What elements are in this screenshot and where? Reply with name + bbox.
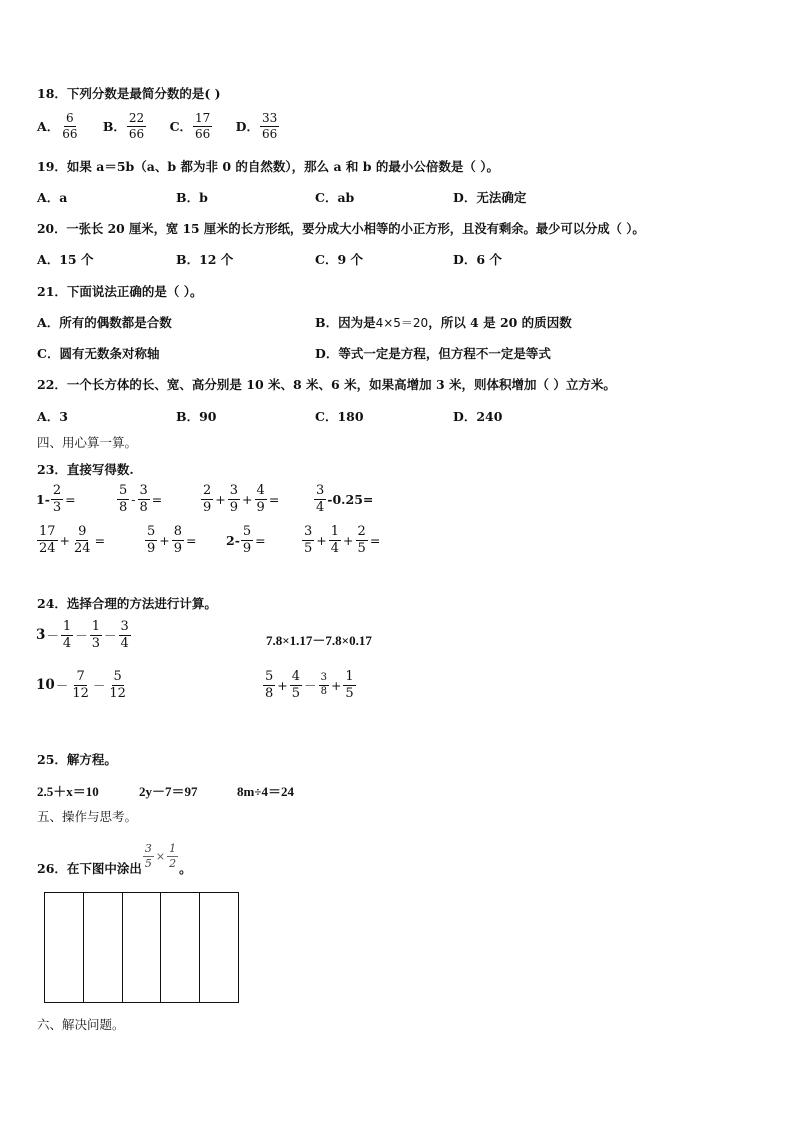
q22-option-b: B．90 xyxy=(176,409,217,424)
q20-stem: 20．一张长 20 厘米，宽 15 厘米的长方形纸，要分成大小相等的小正方形，且没有剩余。最少可以分成（ ）。 xyxy=(37,221,645,236)
q24-stem: 24．选择合理的方法进行计算。 xyxy=(37,596,217,611)
grid-column[interactable] xyxy=(200,893,238,1002)
q23-expr-1: 1- $\frac{2}{3}$ = xyxy=(36,483,76,515)
q18-stem: 18．下列分数是最简分数的是( ) xyxy=(37,86,221,101)
section-5-heading: 五、操作与思考。 xyxy=(37,809,138,824)
section-6-heading: 六、解决问题。 xyxy=(37,1017,125,1032)
q24-expr-d: $\frac{5}{8}$ + $\frac{4}{5}$ － $\frac{3}{8}$ + $\frac{1}{5}$ xyxy=(265,669,354,701)
q19-option-a: A．a xyxy=(37,190,68,205)
q18-options xyxy=(37,112,280,140)
grid-column[interactable] xyxy=(161,893,200,1002)
q18-option-d: D． $\frac{33}{66}$ xyxy=(235,111,278,141)
q23-expr-6: $\frac{5}{9}$ + $\frac{8}{9}$ = xyxy=(147,524,197,556)
q21-stem: 21．下面说法正确的是（ ）。 xyxy=(37,284,203,299)
q24-expr-b: 7.8×1.17－7.8×0.17 xyxy=(266,633,372,648)
q23-expr-7: 2- $\frac{5}{9}$ = xyxy=(226,524,266,556)
grid-column[interactable] xyxy=(84,893,123,1002)
q23-expr-5: $\frac{17}{24}$ + $\frac{9}{24}$ = xyxy=(39,524,106,556)
q23-expr-8: $\frac{3}{5}$ + $\frac{1}{4}$ + $\frac{2}{5}$ = xyxy=(304,524,381,556)
q24-expr-c: 10 － $\frac{7}{12}$ － $\frac{5}{12}$ xyxy=(36,669,126,701)
q18-option-a: A． $\frac{6}{66}$ xyxy=(37,111,78,141)
q19-stem: 19．如果 a＝5b（a、b 都为非 0 的自然数），那么 a 和 b 的最小公倍数是（ ）。 xyxy=(37,159,499,174)
q21-option-d: D．等式一定是方程，但方程不一定是等式 xyxy=(315,346,551,361)
q20-option-d: D．6 个 xyxy=(453,252,502,267)
q20-option-b: B．12 个 xyxy=(176,252,234,267)
q24-expr-a: 3 － $\frac{1}{4}$ － $\frac{1}{3}$ － $\frac{3}{4}$ xyxy=(36,619,129,651)
q19-option-d: D．无法确定 xyxy=(453,190,527,205)
q25-equation-3: 8m÷4＝24 xyxy=(237,784,294,799)
q21-option-c: C．圆有无数条对称轴 xyxy=(37,346,160,361)
q21-option-b: B．因为是4×5＝20，所以 4 是 20 的质因数 xyxy=(315,315,572,330)
grid-column[interactable] xyxy=(45,893,84,1002)
q19-option-c: C．ab xyxy=(315,190,355,205)
q19-option-b: B．b xyxy=(176,190,208,205)
q18-option-c: C． $\frac{17}{66}$ xyxy=(169,111,211,141)
q21-option-a: A．所有的偶数都是合数 xyxy=(37,315,172,330)
q20-option-c: C．9 个 xyxy=(315,252,363,267)
q25-stem: 25．解方程。 xyxy=(37,752,117,767)
q25-equation-1: 2.5＋x＝10 xyxy=(37,784,99,799)
q23-expr-2: $\frac{5}{8}$ - $\frac{3}{8}$ = xyxy=(119,483,163,515)
q23-expr-3: $\frac{2}{9}$ + $\frac{3}{9}$ + $\frac{4}{9}$ = xyxy=(203,483,280,515)
q22-option-d: D．240 xyxy=(453,409,503,424)
q25-equation-2: 2y－7＝97 xyxy=(139,784,198,799)
q22-stem: 22．一个长方体的长、宽、高分别是 10 米、8 米、6 米，如果高增加 3 米，则体积增加（ ）立方米。 xyxy=(37,377,616,392)
q22-option-a: A．3 xyxy=(37,409,68,424)
q26-stem: 26．在下图中涂出 $\frac{3}{5}$ × $\frac{1}{2}$ 。 xyxy=(37,841,192,876)
q18-option-b: B． $\frac{22}{66}$ xyxy=(102,111,145,141)
q26-shading-grid[interactable] xyxy=(44,892,239,1003)
q23-expr-4: $\frac{3}{4}$ -0.25= xyxy=(316,483,374,515)
grid-column[interactable] xyxy=(123,893,162,1002)
section-4-heading: 四、用心算一算。 xyxy=(37,435,138,450)
q22-option-c: C．180 xyxy=(315,409,364,424)
q23-stem: 23．直接写得数. xyxy=(37,462,134,477)
q20-option-a: A．15 个 xyxy=(37,252,94,267)
